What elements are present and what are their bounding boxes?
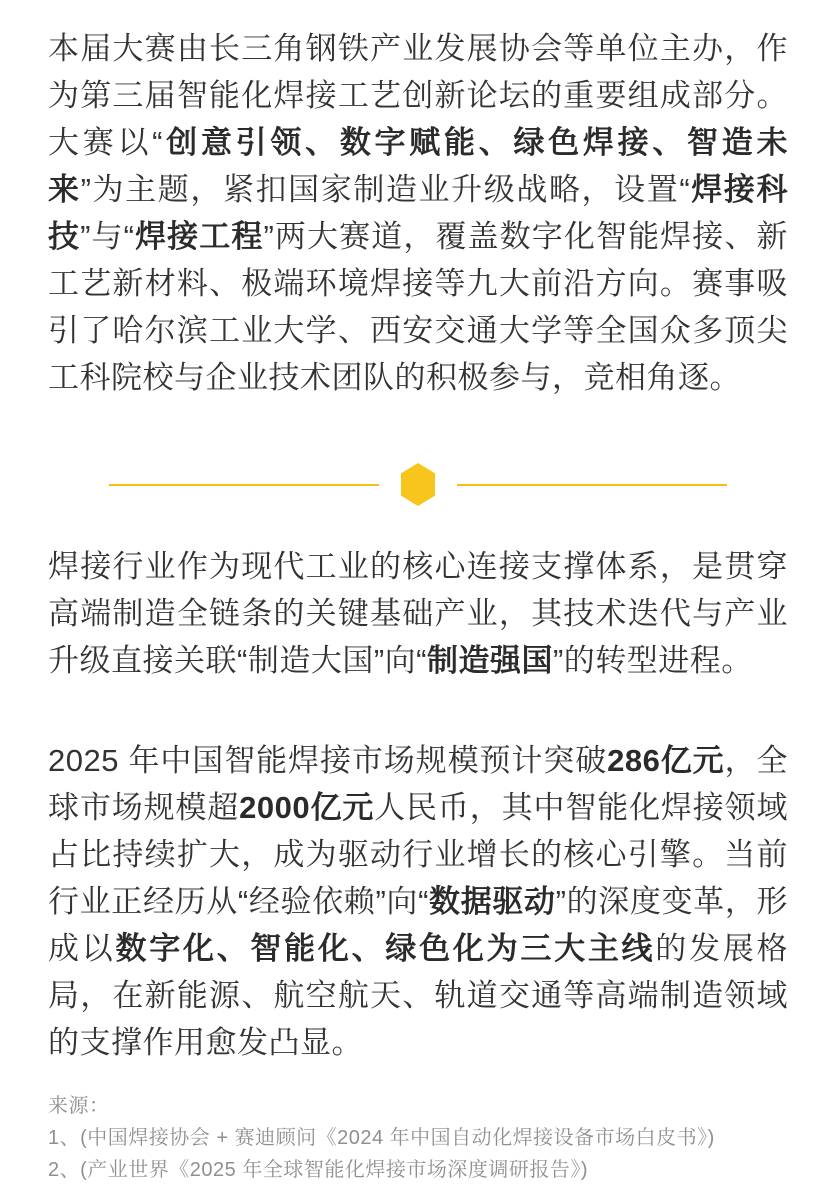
divider-line-left (109, 484, 379, 486)
source-citations (48, 1090, 788, 1186)
paragraph-market-size: 2025 年中国智能焊接市场规模预计突破286亿元，全球市场规模超2000亿元人民币，其中智能化焊接领域占比持续扩大，成为驱动行业增长的核心引擎。当前行业正经历从“经验依赖”向“数据驱动”的深度变革，形成以数字化、智能化、绿色化为三大主线的发展格局，在新能源、航空航天、轨道交通等高端制造领域的支撑作用愈发凸显。 (48, 743, 789, 1060)
hexagon-divider-icon (401, 463, 435, 506)
paragraph-competition-overview: 本届大赛由长三角钢铁产业发展协会等单位主办，作为第三届智能化焊接工艺创新论坛的重要组成部分。大赛以“创意引领、数字赋能、绿色焊接、智造未来”为主题，紧扣国家制造业升级战略，设置“焊接科技”与“焊接工程”两大赛道，覆盖数字化智能焊接、新工艺新材料、极端环境焊接等九大前沿方向。赛事吸引了哈尔滨工业大学、西安交通大学等全国众多顶尖工科院校与企业技术团队的积极参与，竞相角逐。 (48, 31, 789, 395)
paragraph-industry-position: 焊接行业作为现代工业的核心连接支撑体系，是贯穿高端制造全链条的关键基础产业，其技术迭代与产业升级直接关联“制造大国”向“制造强国”的转型进程。 (48, 549, 788, 678)
source-line-2: 2、(产业世界《2025 年全球智能化焊接市场深度调研报告》) (48, 1159, 588, 1181)
section-divider (109, 463, 727, 506)
source-line-1: 1、(中国焊接协会 + 赛迪顾问《2024 年中国自动化焊接设备市场白皮书》) (48, 1127, 715, 1149)
source-label: 来源： (48, 1095, 110, 1117)
divider-line-right (457, 484, 727, 486)
